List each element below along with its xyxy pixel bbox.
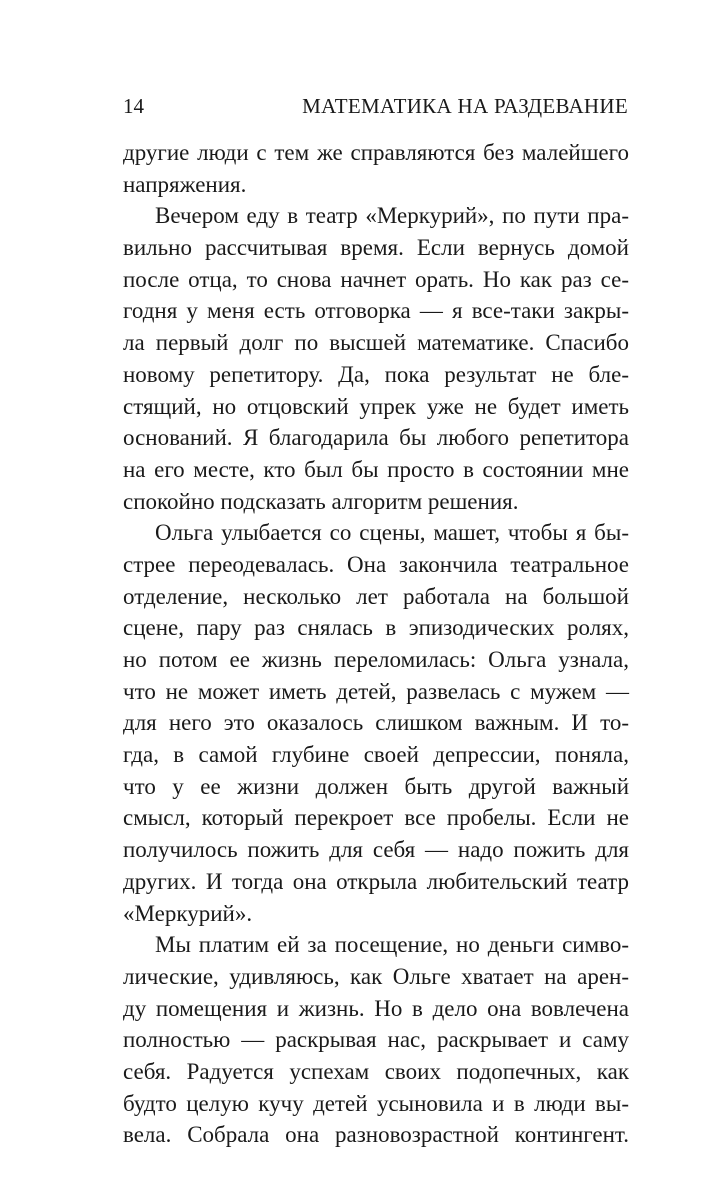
- text-line: но потом ее жизнь переломилась: Ольга узнала,: [123, 647, 629, 672]
- text-line: спокойно подсказать алгоритм решения.: [123, 488, 519, 514]
- text-line: ла первый долг по высшей математике. Спасибо: [123, 330, 629, 356]
- text-line: для него это оказалось слишком важным. И то-: [123, 710, 629, 736]
- book-title: МАТЕМАТИКА НА РАЗДЕВАНИЕ: [302, 94, 628, 118]
- text-line: годня у меня есть отговорка — я все-таки закры-: [123, 298, 629, 324]
- text-line: лические, удивляюсь, как Ольге хватает на арен-: [123, 963, 629, 989]
- text-line: другие люди с тем же справляются без малейшего: [123, 140, 629, 165]
- text-line: «Меркурий».: [123, 900, 253, 926]
- text-line: Мы платим ей за посещение, но деньги симво-: [155, 932, 629, 958]
- text-line: сцене, пару раз снялась в эпизодических ролях,: [123, 615, 629, 641]
- text-line: что не может иметь детей, развелась с мужем —: [123, 678, 629, 704]
- page-number: 14: [123, 94, 144, 118]
- text-line: оснований. Я благодарила бы любого репетитора: [123, 425, 629, 451]
- text-line: отделение, несколько лет работала на большой: [123, 583, 629, 609]
- text-line: вильно рассчитывая время. Если вернусь домой: [123, 235, 629, 261]
- body-text: [123, 137, 629, 1151]
- text-line: Ольга улыбается со сцены, машет, чтобы я бы-: [155, 520, 629, 546]
- text-line: смысл, который перекроет все пробелы. Если не: [123, 805, 629, 831]
- text-line: полностью — раскрывая нас, раскрывает и саму: [123, 1027, 629, 1053]
- text-line: себя. Радуется успехам своих подопечных, как: [123, 1058, 629, 1084]
- text-line: гда, в самой глубине своей депрессии, поняла,: [123, 742, 629, 768]
- text-line: что у ее жизни должен быть другой важный: [123, 773, 629, 799]
- text-line: ду помещения и жизнь. Но в дело она вовлечена: [123, 995, 629, 1021]
- text-line: других. И тогда она открыла любительский театр: [123, 868, 629, 894]
- running-header: [123, 92, 628, 120]
- text-line: после отца, то снова начнет орать. Но как раз се-: [123, 266, 629, 292]
- text-line: напряжения.: [123, 171, 247, 197]
- text-line: новому репетитору. Да, пока результат не бле-: [123, 361, 629, 387]
- text-line: вела. Собрала она разновозрастной контингент.: [123, 1122, 629, 1148]
- text-line: стящий, но отцовский упрек уже не будет иметь: [123, 393, 629, 419]
- text-line: будто целую кучу детей усыновила и в люди вы-: [123, 1090, 629, 1116]
- text-line: Вечером еду в театр «Меркурий», по пути пра-: [155, 203, 629, 229]
- text-line: на его месте, кто был бы просто в состоянии мне: [123, 456, 629, 482]
- text-line: получилось пожить для себя — надо пожить для: [123, 837, 629, 863]
- text-line: стрее переодевалась. Она закончила театральное: [123, 551, 629, 577]
